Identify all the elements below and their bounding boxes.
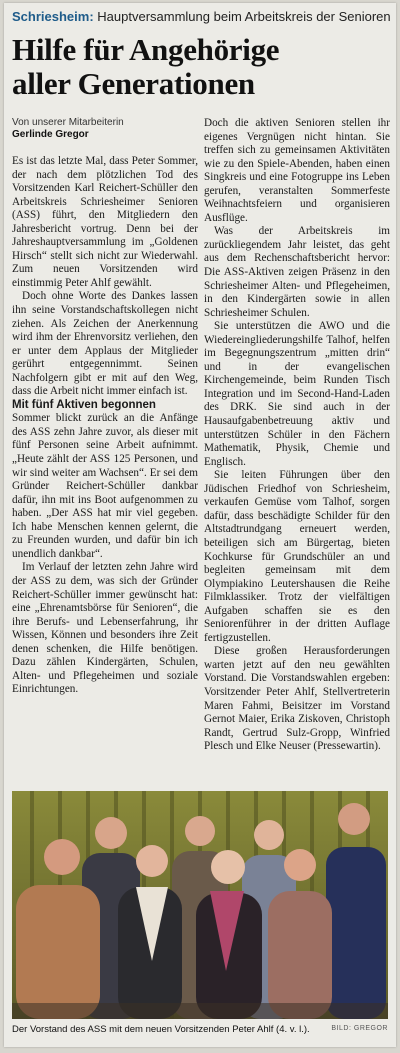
- byline: Von unserer Mitarbeiterin: [12, 117, 124, 128]
- article-column-left: [12, 117, 198, 697]
- kicker-text: Hauptversammlung beim Arbeitskreis der Senioren: [97, 9, 391, 24]
- paragraph: Es ist das letzte Mal, dass Peter Sommer, der nach dem plötzlichen Tod des Vorsitzenden Karl Reichert-Schüller den Arbeitskreis Schriesheimer Senioren (ASS) führt, den Mitgliedern den Jahresbericht vortrug. Denn bei der Jahreshauptversammlung im „Goldenen Hirsch“ stellt sich nicht zur Wiederwahl. Zum neuen Vorsitzenden wird einstimmig Peter Ahlf gewählt.: [12, 155, 198, 289]
- paragraph: Was der Arbeitskreis im zurückliegendem Jahr leistet, das geht aus dem Rechenschaftsbericht hervor: Die ASS-Aktiven zeigen Präsenz in den Schriesheimer Alten- und Pflegeheimen, in den Kindergärten sowie in allen Schriesheimer Schulen.: [204, 225, 390, 319]
- paragraph: Sommer blickt zurück an die Anfänge des ASS zehn Jahre zuvor, als dieser mit fünf Personen seine Arbeit aufnimmt. „Heute zählt der ASS 125 Personen, und wir sind weiter am Wachsen“. Er sei dem Gründer Reichert-Schüller dankbar dafür, ihn mit ins Boot aufgenommen zu haben. „Der ASS hat mir viel gegeben. Ich habe Menschen kennen gelernt, die zu Freunden wurden, und dafür bin ich unendlich dankbar“.: [12, 412, 198, 560]
- paragraph: Doch die aktiven Senioren stellen ihr eigenes Vergnügen nicht hintan. Sie treffen sich zu gemeinsamen Aktivitäten wie zu den Spiele-Abenden, haben einen Singkreis und eine Fotogruppe ins Leben gerufen, veranstalten Sommerfeste Weihnachtsfeiern und organisieren Ausflüge.: [204, 117, 390, 224]
- paragraph: Sie unterstützen die AWO und die Wiedereingliederungshilfe Talhof, helfen im Begegnungszentrum „mitten drin“ und in der evangelischen Kirchengemeinde, beim Runden Tisch Integration und im Second-Hand-Laden des DRK. Sie sind auch in der Hausaufgabenbetreuung aktiv und unterstützen Schüler in den Fächern Mathematik, Physik, Chemie und Englisch.: [204, 320, 390, 468]
- author-name: Gerlinde Gregor: [12, 129, 89, 140]
- headline-line-2: aller Generationen: [12, 66, 255, 101]
- subheading: Mit fünf Aktiven begonnen: [12, 398, 156, 411]
- headline-line-1: Hilfe für Angehörige: [12, 32, 280, 67]
- paragraph: Diese großen Herausforderungen warten jetzt auf den neu gewählten Vorstand. Die Vorstandswahlen ergeben: Vorsitzender Peter Ahlf, Stellvertreterin Maren Fahmi, Beisitzer im Vorstand Gernot Maier, Erika Ziskoven, Christoph Randt, Gertrud Sulz-Gropp, Winfried Plesch und Elke Neuser (Pressewartin).: [204, 645, 390, 753]
- paragraph: Sie leiten Führungen über den Jüdischen Friedhof von Schriesheim, verkaufen Gemüse vom Talhof, sorgen dafür, dass beschädigte Schilder für den Altstadtrundgang erneuert werden, beteiligen sich am Bürgertag, bieten Kochkurse für Grundschüler an und begleiten gemeinsam mit dem Olympiakino Leutershausen die Reihe Filmklassiker. Trotz der vielfältigen Aufgaben schaffen sie es den Seniorenführer in der dritten Auflage fertigzustellen.: [204, 469, 390, 644]
- article-column-right: [204, 117, 390, 754]
- caption-text: Der Vorstand des ASS mit dem neuen Vorsitzenden Peter Ahlf (4. v. l.).: [12, 1024, 310, 1035]
- group-photo: [12, 791, 388, 1019]
- paragraph: Doch ohne Worte des Dankes lassen ihn seine Vorstandschaftskollegen nicht ziehen. Als Zeichen der Anerkennung wird ihm der Ehrenvorsitz verliehen, den er unter dem Applaus der Mitglieder gerührt entgegennimmt. Seinen Nachfolgern gibt er mit auf den Weg, dass die Arbeit nicht immer einfach ist.: [12, 290, 198, 398]
- photo-caption: [12, 1024, 388, 1035]
- article-headline: [12, 33, 390, 101]
- group-photo-illustration: [12, 791, 388, 1019]
- newspaper-clipping: [4, 3, 396, 1047]
- photo-credit: BILD: GREGOR: [331, 1025, 388, 1032]
- kicker-place: Schriesheim:: [12, 9, 94, 24]
- article-kicker: [12, 9, 391, 24]
- paragraph: Im Verlauf der letzten zehn Jahre wird der ASS zu dem, was sich der Gründer Reichert-Schüller immer gewünscht hat: eine „Ehrenamtsbörse für Senioren“, die ihre Berufs- und Lebenserfahrung, ihr Wissen, Können und besonders ihre Zeit denen schenken, die Hilfe benötigen. Dazu zählen Kindergärten, Schulen, Alten- und Pflegeheimen und soziale Einrichtungen.: [12, 561, 198, 696]
